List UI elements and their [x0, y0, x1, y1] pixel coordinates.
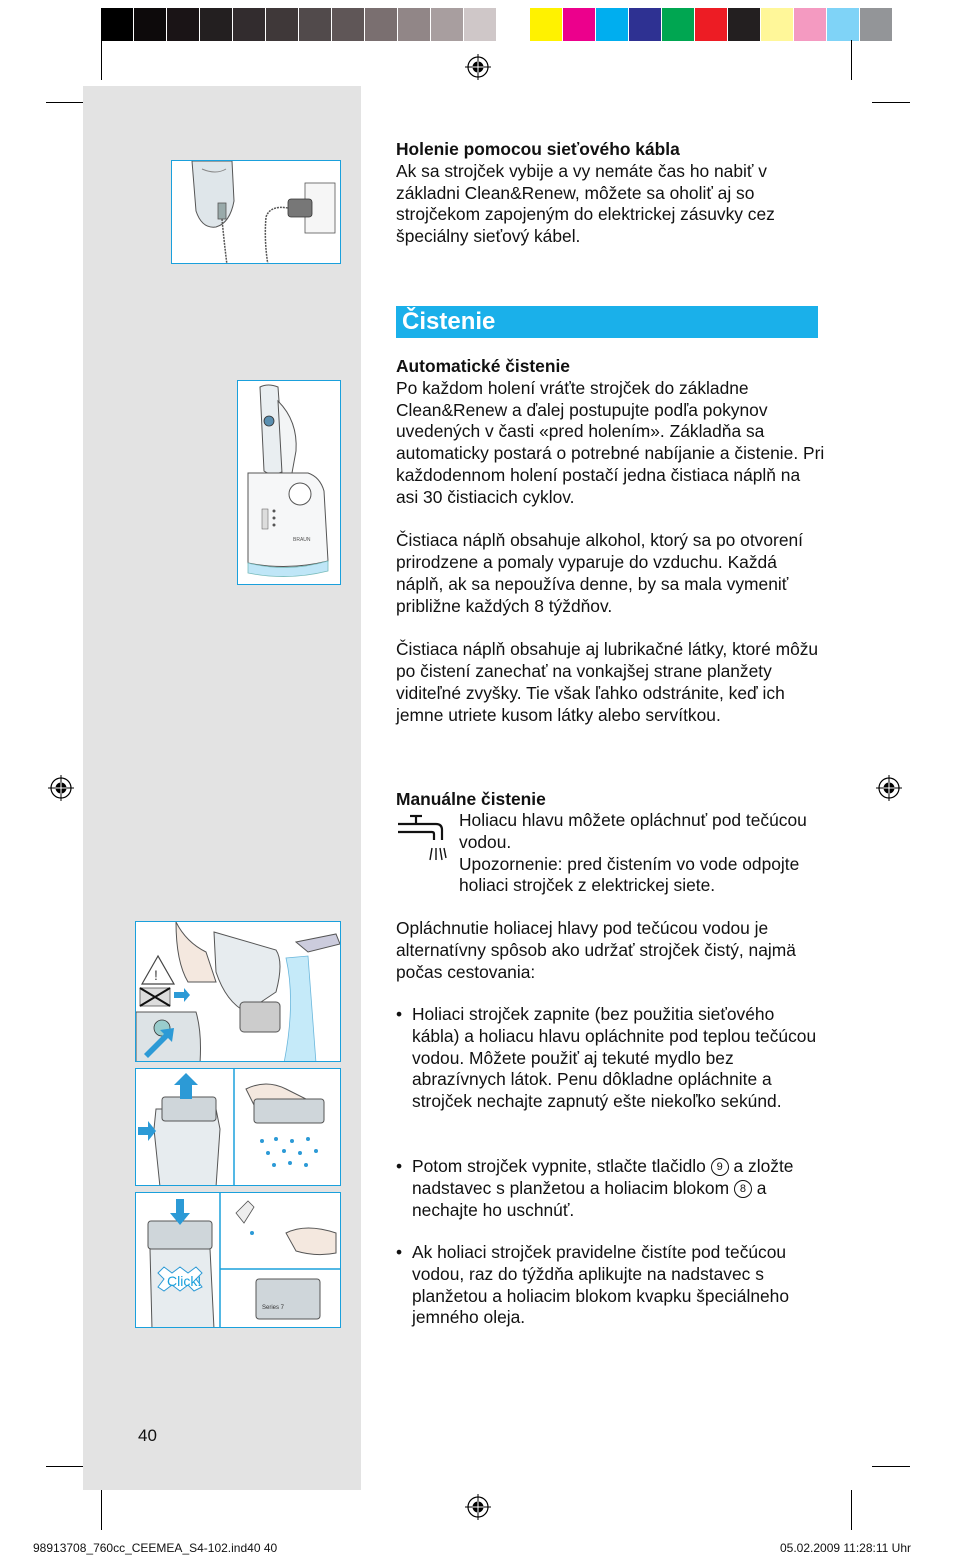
text-fragment: a nechajte ho uschnúť. — [412, 1177, 767, 1220]
bullet-icon: • — [396, 1004, 403, 1024]
section-manual-cleaning-title — [396, 789, 826, 811]
paragraph: Čistiaca náplň obsahuje alkohol, ktorý sa po otvorení prirodzene a pomaly vyparuje do vzduchu. Každá náplň, ak sa nepoužíva denne, by sa mala vymeniť približne každých 8 týždňov. — [396, 530, 803, 616]
registration-mark-icon — [465, 1494, 491, 1520]
section-automatic-cleaning — [396, 356, 826, 727]
illustration-rinse-under-tap — [135, 921, 341, 1062]
footer-timestamp: 05.02.2009 11:28:11 Uhr — [780, 1541, 911, 1555]
section-heading: Čistenie — [402, 308, 496, 335]
list-item-text: Holiaci strojček zapnite (bez použitia sieťového kábla) a holiacu hlavu opláchnite pod teplou tečúcou vodou. Môžete použiť aj tekuté mydlo bez abrazívnych látok. Penu dôkladne opláchnite a strojček nechajte zapnutý ešte niekoľko sekúnd. — [412, 1004, 817, 1112]
color-swatch — [827, 8, 860, 41]
color-swatch — [596, 8, 629, 41]
page-number: 40 — [138, 1426, 157, 1445]
color-swatch — [794, 8, 827, 41]
section-title: Holenie pomocou sieťového kábla — [396, 139, 680, 159]
illustration-clean-renew-station — [237, 380, 341, 585]
color-swatch — [761, 8, 794, 41]
color-swatch — [134, 8, 167, 41]
color-swatch — [629, 8, 662, 41]
color-swatch — [233, 8, 266, 41]
color-swatch — [299, 8, 332, 41]
color-swatch — [431, 8, 464, 41]
color-swatch — [530, 8, 563, 41]
color-swatch — [266, 8, 299, 41]
color-swatch — [860, 8, 893, 41]
crop-mark — [851, 40, 852, 80]
bullet-icon: • — [396, 1156, 403, 1176]
color-swatch — [695, 8, 728, 41]
registration-mark-icon — [876, 775, 902, 801]
list-item-text: Ak holiaci strojček pravidelne čistíte pod tečúcou vodou, raz do týždňa aplikujte na nadstavec s planžetou a holiacim blokom kvapku špeciálneho jemného oleja. — [412, 1242, 790, 1328]
crop-mark — [872, 1466, 910, 1467]
color-swatch — [101, 8, 134, 41]
crop-mark — [101, 1490, 102, 1530]
paragraph: Po každom holení vráťte strojček do základne Clean&Renew a ďalej postupujte podľa pokynov uvedených v časti «pred holením». Základňa sa automaticky postará o potrebné nabíjanie a čistenie. Pri každodennom holení postačí jedna čistiaca náplň na asi 30 čistiacich cyklov. — [396, 377, 825, 507]
section-heading-bar — [396, 306, 818, 338]
color-swatch — [167, 8, 200, 41]
color-swatch — [365, 8, 398, 41]
color-swatch — [464, 8, 497, 41]
section-title: Automatické čistenie — [396, 356, 570, 376]
water-tap-icon — [396, 814, 448, 862]
crop-mark — [46, 102, 84, 103]
series-label: Series 7 — [262, 1305, 285, 1311]
section-title: Manuálne čistenie — [396, 789, 546, 809]
illustration-reattach-and-oil — [135, 1192, 341, 1328]
svg-text:!: ! — [154, 967, 158, 983]
registration-mark-icon — [48, 775, 74, 801]
color-swatch — [728, 8, 761, 41]
warning-text: Upozornenie: pred čistením vo vode odpojte holiaci strojček z elektrickej siete. — [459, 853, 800, 896]
part-number-8: 8 — [734, 1180, 752, 1198]
section-manual-cleaning-intro — [396, 918, 826, 983]
paragraph: Čistiaca náplň obsahuje aj lubrikačné látky, ktoré môžu po čistení zanechať na vonkajšej strane planžety viditeľné zvyšky. Tie však ľahko odstránite, keď ich jemne utriete kusom látky alebo servítkou. — [396, 639, 819, 725]
bullet-icon: • — [396, 1242, 403, 1262]
crop-mark — [46, 1466, 84, 1467]
registration-mark-icon — [465, 54, 491, 80]
color-swatch — [497, 8, 530, 41]
part-number-9: 9 — [711, 1158, 729, 1176]
illustration-remove-foil-head — [135, 1068, 341, 1186]
color-swatch — [332, 8, 365, 41]
crop-mark — [872, 102, 910, 103]
click-label: Click! — [167, 1273, 202, 1289]
crop-mark — [851, 1490, 852, 1530]
tap-rinse-note — [459, 810, 829, 897]
svg-text:BRAUN: BRAUN — [293, 537, 311, 543]
text-fragment: Potom strojček vypnite, stlačte tlačidlo — [412, 1156, 706, 1176]
color-swatch — [398, 8, 431, 41]
print-color-bar — [101, 8, 893, 41]
footer-file-info: 98913708_760cc_CEEMEA_S4-102.ind40 40 — [33, 1541, 278, 1555]
color-swatch — [563, 8, 596, 41]
illustration-shaver-cord — [171, 160, 341, 264]
list-item-text — [412, 1156, 822, 1221]
section-mains-shaving — [396, 139, 826, 248]
color-swatch — [200, 8, 233, 41]
crop-mark — [101, 40, 102, 80]
paragraph: Holiacu hlavu môžete opláchnuť pod tečúcou vodou. — [459, 810, 807, 852]
paragraph: Opláchnutie holiacej hlavy pod tečúcou vodou je alternatívny spôsob ako udržať strojček čistý, najmä počas cestovania: — [396, 918, 796, 982]
paragraph: Ak sa strojček vybije a vy nemáte čas ho nabiť v základni Clean&Renew, môžete sa oholiť aj so strojčekom zapojeným do elektrickej zásuvky cez špeciálny sieťový kábel. — [396, 160, 775, 247]
text-fragment: a zložte nadstavec s planžetou a holiacim blokom — [412, 1156, 794, 1198]
color-swatch — [662, 8, 695, 41]
